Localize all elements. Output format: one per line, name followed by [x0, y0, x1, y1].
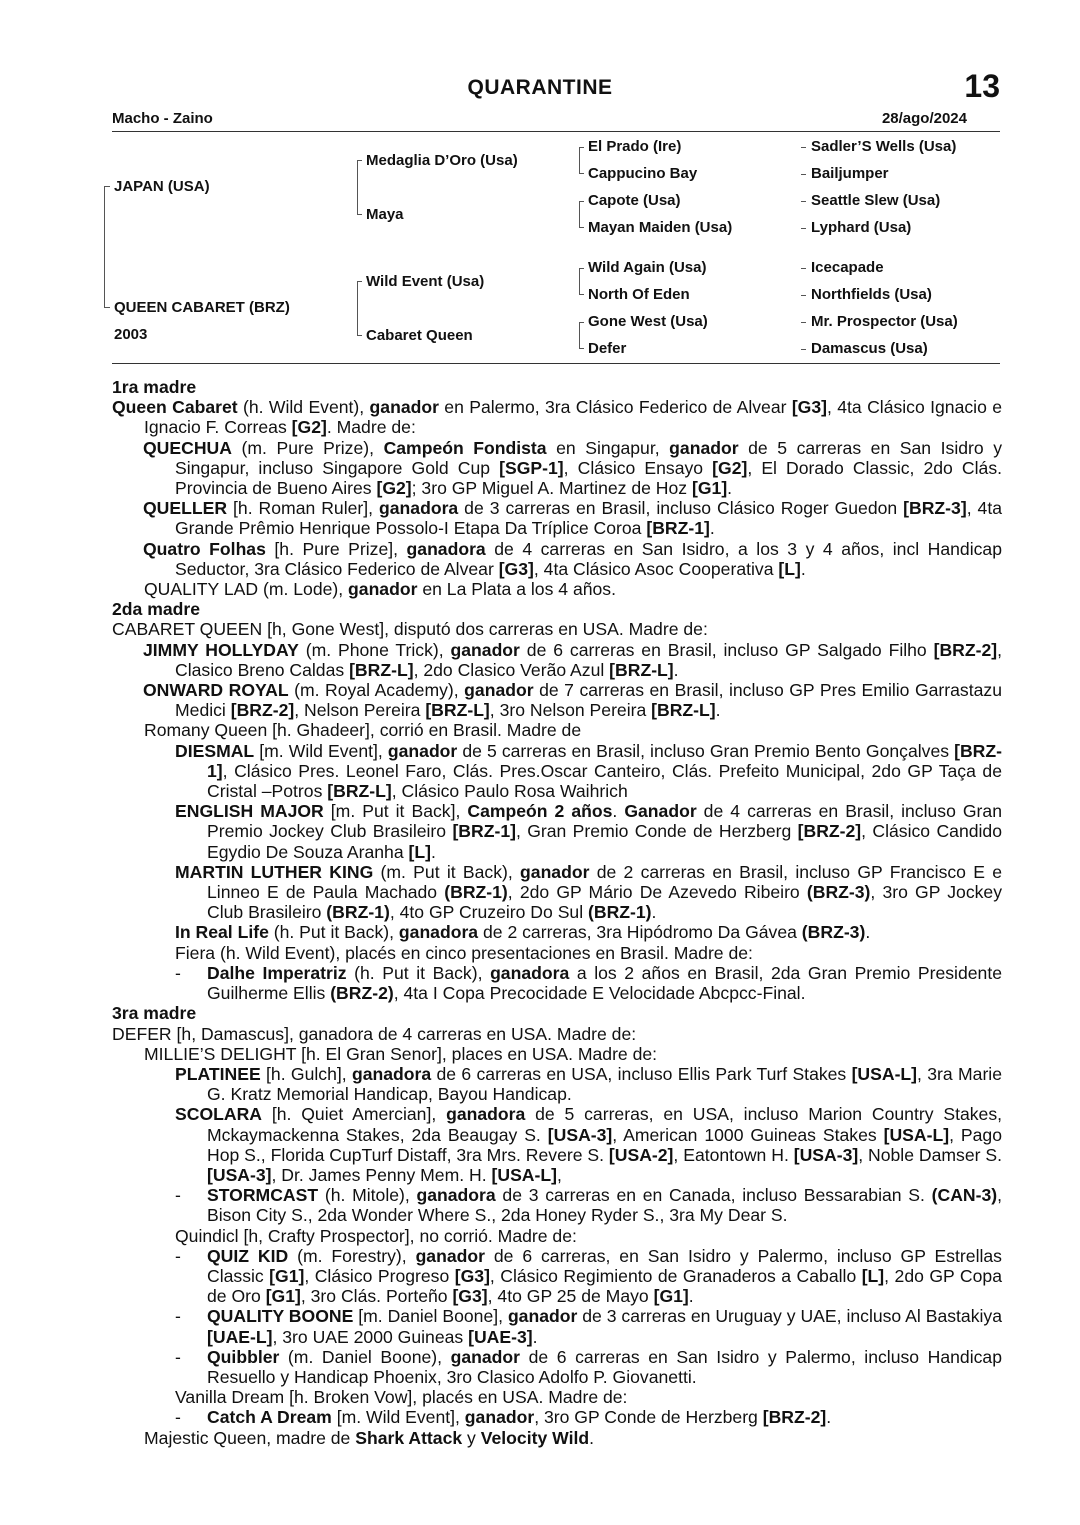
- bracket-line: [579, 268, 580, 295]
- pedigree-gen3: Gone West (Usa): [588, 313, 708, 330]
- dash-mark: [801, 228, 806, 229]
- list-dash: -: [175, 1245, 181, 1266]
- produce-entry: Fiera (h. Wild Event), placés en cinco presentaciones en Brasil. Madre de:: [175, 942, 753, 963]
- dash-mark: [801, 201, 806, 202]
- list-dash: -: [175, 1185, 181, 1206]
- pedigree-gen4: Icecapade: [811, 259, 884, 276]
- bracket-line: [579, 201, 580, 228]
- list-dash: -: [175, 1306, 181, 1327]
- bracket-line: [357, 281, 362, 282]
- horse-name: Quibbler: [207, 1346, 280, 1367]
- pedigree-dam-year: 2003: [114, 326, 148, 343]
- produce-entry: JIMMY HOLLYDAY (m. Phone Trick), ganador de 6 carreras en Brasil, incluso GP Salgado Filho [BRZ-2], Clasico Breno Caldas [BRZ-L], 2do Clasico Verão Azul [BRZ-L].: [143, 639, 1003, 680]
- pedigree-gen4: Damascus (Usa): [811, 340, 928, 357]
- pedigree-gen3: El Prado (Ire): [588, 138, 682, 155]
- produce-entry: Quindicl [h, Crafty Prospector], no corrió. Madre de:: [175, 1225, 577, 1246]
- horse-name: QUALITY BOONE: [207, 1306, 354, 1327]
- dam-entry: CABARET QUEEN [h, Gone West], disputó dos carreras en USA. Madre de:: [112, 619, 708, 640]
- produce-entry: QUALITY LAD (m. Lode), ganador en La Plata a los 4 años.: [144, 579, 616, 600]
- pedigree-gen3: North Of Eden: [588, 286, 690, 303]
- header-rule: [112, 131, 1000, 132]
- page-number: 13: [964, 68, 1000, 104]
- pedigree-gen3: Cappucino Bay: [588, 165, 698, 182]
- pedigree-gen4: Sadler’S Wells (Usa): [811, 138, 957, 155]
- bracket-line: [357, 281, 358, 336]
- bracket-line: [579, 173, 584, 174]
- pedigree-gen2: Medaglia D’Oro (Usa): [366, 152, 518, 169]
- bracket-line: [579, 227, 584, 228]
- bracket-line: [579, 294, 584, 295]
- horse-name: QUELLER: [143, 498, 228, 519]
- horse-name: ONWARD ROYAL: [143, 680, 289, 701]
- horse-name: SCOLARA: [175, 1104, 262, 1125]
- section-heading: 3ra madre: [112, 1003, 197, 1024]
- pedigree-gen4: Mr. Prospector (Usa): [811, 313, 958, 330]
- produce-entry: ONWARD ROYAL (m. Royal Academy), ganador de 7 carreras en Brasil, incluso GP Pres Emilio Garrastazu Medici [BRZ-2], Nelson Pereira [BRZ-L], 3ro Nelson Pereira [BRZ-L].: [143, 680, 1002, 721]
- pedigree-gen2: Cabaret Queen: [366, 327, 473, 344]
- horse-name: DIESMAL: [175, 740, 255, 761]
- dash-mark: [801, 174, 806, 175]
- pedigree-gen3: Wild Again (Usa): [588, 259, 707, 276]
- horse-name: QUECHUA: [143, 437, 232, 458]
- horse-name: ENGLISH MAJOR: [175, 801, 324, 822]
- horse-name: Dalhe Imperatriz: [207, 962, 347, 983]
- produce-entry: PLATINEE [h. Gulch], ganadora de 6 carreras en USA, incluso Ellis Park Turf Stakes [USA-L], 3ra Marie G. Kratz Memorial Handicap, Bayou Handicap.: [175, 1063, 1003, 1105]
- pedigree-gen4: Northfields (Usa): [811, 286, 932, 303]
- section-heading: 2da madre: [112, 599, 201, 620]
- bracket-line: [579, 322, 580, 349]
- bracket-line: [579, 348, 584, 349]
- horse-name: Queen Cabaret: [112, 397, 238, 418]
- bracket-line: [357, 160, 358, 215]
- report-date: 28/ago/2024: [881, 110, 967, 127]
- bracket-line: [357, 214, 362, 215]
- produce-entry: - Catch A Dream [m. Wild Event], ganador, 3ro GP Conde de Herzberg [BRZ-2].: [175, 1407, 832, 1428]
- dam-entry: Queen Cabaret (h. Wild Event), ganador en Palermo, 3ra Clásico Federico de Alvear [G3], 4ta Clásico Ignacio e Ignacio F. Correas [G2]. Madre de:: [112, 397, 1003, 438]
- horse-name: PLATINEE: [175, 1063, 261, 1084]
- family-notes: [112, 377, 1002, 1448]
- dam-entry: DEFER [h, Damascus], ganadora de 4 carreras en USA. Madre de:: [112, 1023, 637, 1044]
- horse-name: MARTIN LUTHER KING: [175, 861, 374, 882]
- bracket-line: [357, 160, 362, 161]
- horse-name: Quatro Folhas: [143, 538, 266, 559]
- bracket-line: [579, 201, 584, 202]
- horse-name: QUIZ KID: [207, 1245, 289, 1266]
- bracket-line: [579, 268, 584, 269]
- pedigree-dam: QUEEN CABARET (BRZ): [114, 299, 290, 316]
- pedigree-gen2: Wild Event (Usa): [366, 273, 485, 290]
- bracket-line: [579, 322, 584, 323]
- produce-entry: - QUIZ KID (m. Forestry), ganador de 6 carreras, en San Isidro y Palermo, incluso GP Estrellas Classic [G1], Clásico Progreso [G3], Clásico Regimiento de Granaderos a Caballo [L], 2do GP Copa de Oro [G1], 3ro Clás. Porteño [G3], 4to GP 25 de Mayo [G1].: [175, 1245, 1002, 1307]
- produce-entry: ENGLISH MAJOR [m. Put it Back], Campeón 2 años. Ganador de 4 carreras en Brasil, incluso Gran Premio Jockey Club Brasileiro [BRZ-1], Gran Premio Conde de Herzberg [BRZ-2], Clásico Candido Egydio De Souza Aranha [L].: [175, 801, 1002, 862]
- section-heading: 1ra madre: [112, 377, 197, 397]
- pedigree-gen3: Capote (Usa): [588, 192, 681, 209]
- pedigree-gen4: Lyphard (Usa): [811, 219, 912, 236]
- pedigree-gen4: Seattle Slew (Usa): [811, 192, 941, 209]
- list-dash: -: [175, 1346, 181, 1367]
- horse-name: STORMCAST: [207, 1185, 319, 1206]
- list-dash: -: [175, 1407, 181, 1428]
- sex-color: Macho - Zaino: [112, 110, 213, 127]
- produce-entry: - QUALITY BOONE [m. Daniel Boone], ganador de 3 carreras en Uruguay y UAE, incluso Al Bastakiya [UAE-L], 3ro UAE 2000 Guineas [UAE-3].: [175, 1306, 1002, 1347]
- produce-entry: MILLIE’S DELIGHT [h. El Gran Senor], places en USA. Madre de:: [144, 1043, 658, 1064]
- produce-entry: SCOLARA [h. Quiet Amercian], ganadora de 5 carreras, en USA, incluso Marion Country Stakes, Mckaymackenna Stakes, 2da Beaugay S. [USA-3], American 1000 Guineas Stakes [USA-L], Pago Hop S., Florida CupTurf Distaff, 3ra Mrs. Revere S. [USA-2], Eatontown H. [USA-3], Noble Damser S. [USA-3], Dr. James Penny Mem. H. [USA-L],: [175, 1104, 1003, 1185]
- bracket-line: [579, 147, 584, 148]
- pedigree-gen2: Maya: [366, 206, 404, 223]
- bracket-line: [104, 186, 110, 187]
- bracket-line: [357, 335, 362, 336]
- produce-entry: - Quibbler (m. Daniel Boone), ganador de 6 carreras en San Isidro y Palermo, incluso Handicap Resuello y Handicap Phoenix, 3ro Clasico Adolfo P. Giovanetti.: [175, 1346, 1002, 1387]
- bracket-line: [579, 147, 580, 174]
- produce-entry: Romany Queen [h. Ghadeer], corrió en Brasil. Madre de: [144, 720, 582, 741]
- horse-name: Catch A Dream: [207, 1407, 332, 1428]
- bracket-line: [104, 186, 105, 308]
- produce-entry: QUELLER [h. Roman Ruler], ganadora de 3 carreras en Brasil, incluso Clásico Roger Guedon [BRZ-3], 4ta Grande Prêmio Henrique Possolo-I Etapa Da Tríplice Coroa [BRZ-1].: [143, 498, 1002, 539]
- produce-entry: MARTIN LUTHER KING (m. Put it Back), ganador de 2 carreras en Brasil, incluso GP Francisco E e Linneo E de Paula Machado (BRZ-1), 2do GP Mário De Azevedo Ribeiro (BRZ-3), 3ro GP Jockey Club Brasileiro (BRZ-1), 4to GP Cruzeiro Do Sul (BRZ-1).: [175, 861, 1003, 923]
- list-dash: -: [175, 962, 181, 983]
- produce-entry: QUECHUA (m. Pure Prize), Campeón Fondista en Singapur, ganador de 5 carreras en San Isidro y Singapur, incluso Singapore Gold Cup [SGP-1], Clásico Ensayo [G2], El Dorado Classic, 2do Clás. Provincia de Bueno Aires [G2]; 3ro GP Miguel A. Martinez de Hoz [G1].: [143, 437, 1003, 499]
- horse-name: In Real Life: [175, 922, 269, 943]
- produce-entry: DIESMAL [m. Wild Event], ganador de 5 carreras en Brasil, incluso Gran Premio Bento Gonçalves [BRZ-1], Clásico Pres. Leonel Faro, Clás. Pres.Oscar Canteiro, Clás. Prefeito Municipal, 2do GP Taça de Cristal –Potros [BRZ-L], Clásico Paulo Rosa Waihrich: [175, 740, 1002, 802]
- dash-mark: [801, 322, 806, 323]
- pedigree-gen3: Mayan Maiden (Usa): [588, 219, 733, 236]
- bracket-line: [104, 307, 110, 308]
- pedigree-gen3: Defer: [588, 340, 627, 357]
- dash-mark: [801, 295, 806, 296]
- produce-entry: - STORMCAST (h. Mitole), ganadora de 3 carreras en en Canada, incluso Bessarabian S. (CAN-3), Bison City S., 2da Wonder Where S., 2da Honey Ryder S., 3ra My Dear S.: [175, 1185, 1002, 1226]
- produce-entry: Majestic Queen, madre de Shark Attack y Velocity Wild.: [144, 1427, 594, 1448]
- produce-entry: Quatro Folhas [h. Pure Prize], ganadora de 4 carreras en San Isidro, a los 3 y 4 años, incl Handicap Seductor, 3ra Clásico Federico de Alvear [G3], 4ta Clásico Asoc Cooperativa [L].: [143, 538, 1002, 579]
- dash-mark: [801, 349, 806, 350]
- horse-name: JIMMY HOLLYDAY: [143, 639, 299, 660]
- produce-entry: - Dalhe Imperatriz (h. Put it Back), ganadora a los 2 años en Brasil, 2da Gran Premio Presidente Guilherme Ellis (BRZ-2), 4ta I Copa Precocidade E Velocidade Abcpcc-Final.: [175, 962, 1002, 1004]
- pedigree-rule: [112, 363, 1000, 364]
- pedigree-sire: JAPAN (USA): [114, 178, 210, 195]
- pedigree-gen4: Bailjumper: [811, 165, 889, 182]
- page-title: QUARANTINE: [467, 76, 613, 99]
- dash-mark: [801, 268, 806, 269]
- dash-mark: [801, 147, 806, 148]
- produce-entry: Vanilla Dream [h. Broken Vow], placés en USA. Madre de:: [175, 1387, 628, 1408]
- produce-entry: In Real Life (h. Put it Back), ganadora de 2 carreras, 3ra Hipódromo Da Gávea (BRZ-3).: [175, 922, 871, 943]
